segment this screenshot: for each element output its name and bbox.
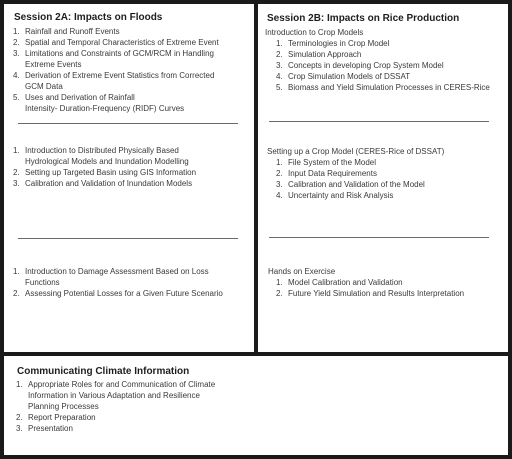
list-item-text: Future Yield Simulation and Results Interpretation	[288, 289, 465, 298]
list-item-number: 3.	[13, 49, 20, 58]
list-item-continuation: Planning Processes	[28, 402, 99, 411]
list-item-text: Concepts in developing Crop System Model	[288, 61, 444, 70]
list-item-number: 4.	[13, 71, 20, 80]
rice-section-1	[265, 27, 363, 38]
list-item	[265, 168, 425, 179]
list-item-number: 3.	[276, 61, 283, 70]
list-item	[13, 26, 219, 37]
divider	[18, 238, 238, 239]
list-item	[265, 157, 425, 168]
list-item	[265, 179, 425, 190]
list-item-number: 4.	[276, 72, 283, 81]
list-item-number: 5.	[276, 83, 283, 92]
rice-section-2-heading: Setting up a Crop Model (CERES-Rice of DSSAT)	[267, 147, 445, 156]
list-item	[13, 37, 219, 48]
list-item-number: 1.	[13, 146, 20, 155]
floods-list-3	[13, 266, 223, 299]
rice-section-1-heading: Introduction to Crop Models	[265, 28, 364, 37]
list-item-number: 4.	[276, 191, 283, 200]
list-item	[265, 71, 490, 82]
list-item-number: 1.	[276, 158, 283, 167]
list-item-number: 1.	[276, 278, 283, 287]
list-item-number: 1.	[13, 267, 20, 276]
list-item	[265, 82, 490, 93]
list-item-text: Assessing Potential Losses for a Given Future Scenario	[25, 289, 223, 298]
list-item-continuation: Hydrological Models and Inundation Modelling	[25, 157, 189, 166]
list-item-text: Rainfall and Runoff Events	[25, 27, 120, 36]
list-item-number: 3.	[276, 180, 283, 189]
divider	[269, 121, 489, 122]
list-item-number: 1.	[276, 39, 283, 48]
list-item	[13, 288, 223, 299]
list-item-text: Uses and Derivation of Rainfall	[25, 93, 135, 102]
list-item-text: File System of the Model	[288, 158, 377, 167]
list-item	[13, 266, 223, 277]
list-item	[265, 38, 490, 49]
list-item-text: Spatial and Temporal Characteristics of Extreme Event	[25, 38, 219, 47]
session-2a-title: Session 2A: Impacts on Floods	[14, 12, 163, 23]
session-2b-panel	[258, 4, 508, 352]
list-item	[13, 48, 219, 59]
session-2b-title: Session 2B: Impacts on Rice Production	[267, 13, 460, 24]
list-item-text: Terminologies in Crop Model	[288, 39, 390, 48]
list-item	[13, 178, 196, 189]
list-item-number: 2.	[276, 289, 283, 298]
list-item-continuation: Functions	[25, 278, 60, 287]
list-item-continuation: Information in Various Adaptation and Resilience	[28, 391, 200, 400]
list-item	[265, 288, 464, 299]
list-item-text: Simulation Approach	[288, 50, 362, 59]
session-2a-panel	[4, 4, 254, 352]
list-item-text: Calibration and Validation of Inundation Models	[25, 179, 193, 188]
list-item-text: Introduction to Damage Assessment Based on Loss	[25, 267, 209, 276]
list-item-number: 5.	[13, 93, 20, 102]
communicating-panel	[4, 356, 508, 455]
list-item-text: Presentation	[28, 424, 73, 433]
list-item-text: Appropriate Roles for and Communication of Climate	[28, 380, 216, 389]
rice-list-1	[265, 38, 490, 93]
list-item-number: 2.	[13, 168, 20, 177]
communicating-title: Communicating Climate Information	[17, 366, 190, 377]
list-item-text: Uncertainty and Risk Analysis	[288, 191, 394, 200]
list-item	[265, 190, 425, 201]
list-item-number: 3.	[13, 179, 20, 188]
list-item	[13, 92, 219, 103]
list-item-number: 2.	[276, 50, 283, 59]
list-item-continuation: GCM Data	[25, 82, 63, 91]
rice-section-2	[267, 146, 444, 157]
list-item-number: 2.	[16, 413, 23, 422]
list-item-number: 1.	[13, 27, 20, 36]
list-item	[265, 277, 464, 288]
list-item	[16, 423, 215, 434]
divider	[269, 237, 489, 238]
floods-list-1	[13, 26, 219, 114]
list-item	[265, 60, 490, 71]
list-item	[13, 167, 196, 178]
list-item	[265, 49, 490, 60]
list-item-continuation: Extreme Events	[25, 60, 82, 69]
rice-section-3-heading: Hands on Exercise	[268, 267, 336, 276]
rice-list-2	[265, 157, 425, 201]
list-item-text: Report Preparation	[28, 413, 96, 422]
list-item-text: Input Data Requirements	[288, 169, 377, 178]
list-item	[13, 145, 196, 156]
list-item-text: Derivation of Extreme Event Statistics from Corrected	[25, 71, 215, 80]
list-item-number: 2.	[13, 38, 20, 47]
list-item-number: 1.	[16, 380, 23, 389]
list-item-text: Setting up Targeted Basin using GIS Information	[25, 168, 197, 177]
communicating-list	[16, 379, 215, 434]
floods-list-2	[13, 145, 196, 189]
list-item-text: Biomass and Yield Simulation Processes in CERES-Rice	[288, 83, 490, 92]
list-item-number: 3.	[16, 424, 23, 433]
rice-section-3	[268, 266, 335, 277]
list-item-text: Model Calibration and Validation	[288, 278, 403, 287]
divider	[18, 123, 238, 124]
list-item	[16, 412, 215, 423]
list-item-text: Crop Simulation Models of DSSAT	[288, 72, 411, 81]
rice-list-3	[265, 277, 464, 299]
list-item-text: Calibration and Validation of the Model	[288, 180, 425, 189]
list-item-number: 2.	[13, 289, 20, 298]
list-item-text: Introduction to Distributed Physically Based	[25, 146, 179, 155]
list-item-number: 2.	[276, 169, 283, 178]
list-item-text: Limitations and Constraints of GCM/RCM in Handling	[25, 49, 214, 58]
list-item	[16, 379, 215, 390]
list-item	[13, 70, 219, 81]
list-item-continuation: Intensity- Duration-Frequency (RIDF) Curves	[25, 104, 185, 113]
